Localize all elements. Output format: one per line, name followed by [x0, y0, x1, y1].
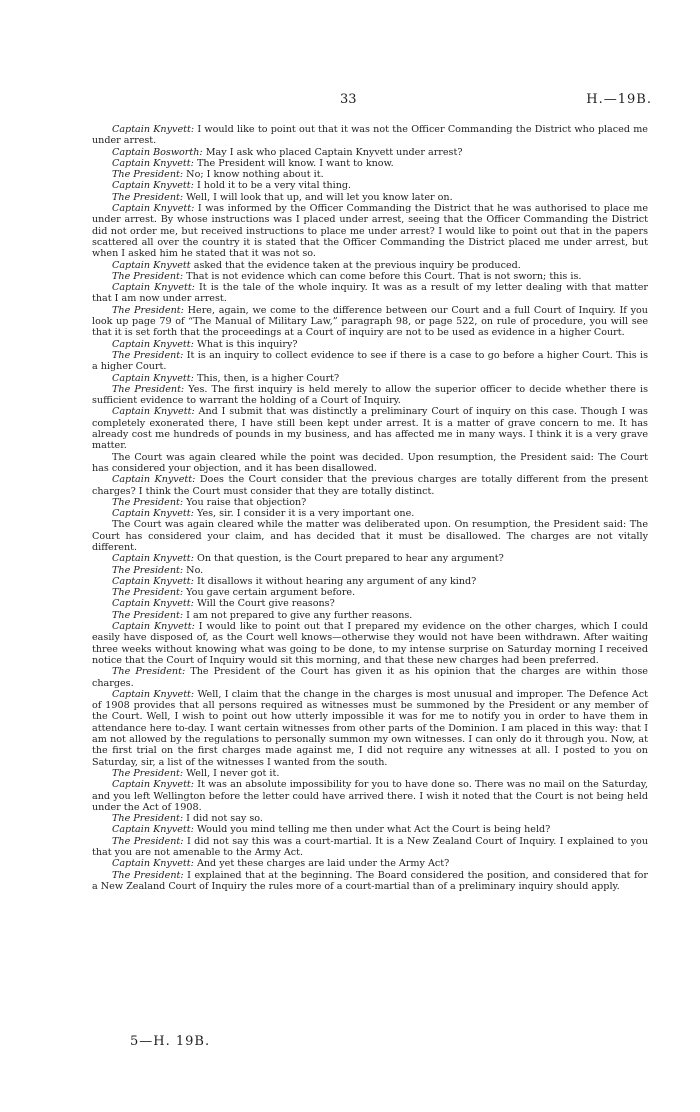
paragraph-text: Here, again, we come to the difference between our Court and a full Court of Inquiry. If you look up page 79 of “The Manual of Military Law,” paragraph 98, or page 522, on rule of procedure, you will see that it is set forth that the proceedings at a Court of inquiry are not to be used as evidence in a higher Court. — [92, 304, 648, 339]
speaker-name: The President: — [112, 609, 184, 621]
paragraph-text: It was an absolute impossibility for you to have done so. There was no mail on the Saturday, and you left Wellington before the letter could have arrived there. I wish it noted that the Court is not being held under the Act of 1908. — [92, 779, 648, 813]
speaker-name: The President: — [112, 383, 185, 395]
paragraph-text: May I ask who placed Captain Knyvett under arrest? — [205, 146, 463, 158]
speaker-name: Captain Knyvett: — [112, 157, 194, 169]
transcript-paragraph — [92, 474, 648, 497]
speaker-name: Captain Knyvett: — [112, 372, 194, 384]
speaker-name: The President: — [112, 587, 184, 599]
speaker-name: Captain Knyvett: — [112, 338, 194, 350]
transcript-paragraph — [92, 508, 648, 519]
transcript-paragraph — [92, 124, 648, 147]
transcript-paragraph — [92, 587, 648, 598]
transcript-paragraph — [92, 339, 648, 350]
paragraph-text: And yet these charges are laid under the Army Act? — [196, 858, 450, 870]
speaker-name: Captain Knyvett: — [112, 282, 195, 294]
paragraph-text: It is the tale of the whole inquiry. It was as a result of my letter dealing with that matter that I am now under arrest. — [92, 282, 648, 305]
paragraph-text: Well, I never got it. — [186, 767, 280, 779]
transcript-paragraph — [92, 147, 648, 158]
transcript-paragraph — [92, 858, 648, 869]
paragraph-text: I explained that at the beginning. The Board considered the position, and considered that for a New Zealand Court of Inquiry the rules more of a court-martial than of a preliminary inquiry should apply. — [92, 869, 648, 892]
transcript-paragraph — [92, 384, 648, 407]
transcript-paragraph — [92, 666, 648, 689]
transcript-paragraph — [92, 610, 648, 621]
speaker-name: The President: — [112, 349, 184, 361]
paragraph-text: Will the Court give reasons? — [196, 598, 335, 610]
paragraph-text: That is not evidence which can come before this Court. That is not sworn; this is. — [186, 270, 582, 282]
paragraph-text: And I submit that was distinctly a preliminary Court of inquiry on this case. Though I was completely exonerated there, I have still been kept under arrest. It is a matter of grave concern to me. It has already cost me hundreds of pounds in my business, and has affected me in many ways. I think it is a very grave matter. — [92, 406, 648, 452]
transcript-paragraph — [92, 565, 648, 576]
transcript-paragraph — [92, 373, 648, 384]
paragraph-text: Well, I claim that the change in the charges is most unusual and improper. The Defence Act of 1908 provides that all persons required as witnesses must be summoned by the President or any member of the Court. Well, I wish to point out how utterly impossible it was for me to notify you in order to have them in attendance here to-day. I want certain witnesses from other parts of the Dominion. I am placed in this way: that I am not allowed by the regulations to personally summon my own witnesses. I can only do it through you. Now, at the first trial on the first charges made against me, I did not require any witnesses at all. I posted to you on Saturday, sir, a list of the witnesses I wanted from the south. — [92, 688, 648, 768]
transcript-paragraph — [92, 779, 648, 813]
transcript-paragraph — [92, 180, 648, 191]
transcript-paragraph — [92, 203, 648, 259]
paragraph-text: No. — [186, 564, 204, 576]
paragraph-text: The President of the Court has given it as his opinion that the charges are within those charges. — [92, 666, 648, 689]
transcript-paragraph — [92, 406, 648, 451]
page-number: 33 — [340, 92, 357, 107]
transcript-paragraph — [92, 497, 648, 508]
paragraph-text: You raise that objection? — [186, 496, 307, 508]
speaker-name: Captain Knyvett: — [112, 575, 194, 587]
paragraph-text: I hold it to be a very vital thing. — [196, 180, 352, 192]
paragraph-text: No; I know nothing about it. — [186, 169, 324, 181]
speaker-name: Captain Knyvett: — [112, 779, 195, 791]
speaker-name: Captain Knyvett: — [112, 621, 195, 633]
speaker-name: Captain Knyvett: — [112, 598, 194, 610]
transcript-paragraph — [92, 282, 648, 305]
paragraph-text: Yes, sir. I consider it is a very important one. — [196, 508, 415, 520]
speaker-name: Captain Knyvett: — [112, 124, 195, 135]
paragraph-text: I did not say so. — [186, 813, 263, 825]
speaker-name: Captain Knyvett: — [112, 553, 194, 565]
speaker-name: Captain Knyvett — [112, 259, 191, 271]
transcript-paragraph — [92, 260, 648, 271]
paragraph-text: What is this inquiry? — [196, 338, 298, 350]
paragraph-text: Does the Court consider that the previous charges are totally different from the present charges? I think the Court must consider that they are totally distinct. — [92, 474, 648, 497]
transcript-paragraph — [92, 768, 648, 779]
transcript-paragraph — [92, 621, 648, 666]
transcript-paragraph — [92, 553, 648, 564]
transcript-paragraph — [92, 824, 648, 835]
speaker-name: The President: — [112, 304, 184, 316]
transcript-paragraph — [92, 598, 648, 609]
transcript-paragraph — [92, 519, 648, 553]
speaker-name: The President: — [112, 169, 184, 181]
transcript-paragraph — [92, 689, 648, 768]
sheet-mark: 5—H. 19B. — [130, 1034, 211, 1049]
transcript-paragraph — [92, 350, 648, 373]
transcript-paragraph — [92, 576, 648, 587]
transcript-paragraph — [92, 169, 648, 180]
paragraph-text: I am not prepared to give any further reasons. — [186, 609, 413, 621]
transcript-body — [92, 124, 648, 892]
paragraph-text: I was informed by the Officer Commanding the District that he was authorised to place me under arrest. By whose instructions was I placed under arrest, seeing that the Officer Commanding the District did not order me, but received instructions to place me under arrest? I would like to point out that in the papers scattered all over the country it is stated that the Officer Commanding the District placed me under arrest, but when I asked him he stated that it was not so. — [92, 203, 648, 260]
transcript-paragraph — [92, 158, 648, 169]
paragraph-text: This, then, is a higher Court? — [196, 372, 340, 384]
speaker-name: The President: — [112, 767, 184, 779]
speaker-name: The President: — [112, 496, 184, 508]
paragraph-text: The Court was again cleared while the point was decided. Upon resumption, the President said: The Court has considered your objection, and it has been disallowed. — [92, 451, 648, 474]
speaker-name: Captain Knyvett: — [112, 688, 195, 700]
paragraph-text: You gave certain argument before. — [186, 587, 356, 599]
paragraph-text: On that question, is the Court prepared to hear any argument? — [196, 553, 504, 565]
paragraph-text: It is an inquiry to collect evidence to see if there is a case to go before a higher Court. This is a higher Court. — [92, 349, 648, 373]
transcript-paragraph — [92, 192, 648, 203]
transcript-paragraph — [92, 271, 648, 282]
speaker-name: Captain Knyvett: — [112, 474, 196, 486]
paragraph-text: It disallows it without hearing any argument of any kind? — [196, 575, 477, 587]
transcript-paragraph — [92, 813, 648, 824]
speaker-name: Captain Bosworth: — [112, 146, 203, 158]
speaker-name: Captain Knyvett: — [112, 858, 194, 870]
speaker-name: Captain Knyvett: — [112, 824, 194, 836]
paragraph-text: The President will know. I want to know. — [196, 157, 394, 169]
paragraph-text: Yes. The first inquiry is held merely to allow the superior officer to decide whether there is sufficient evidence to warrant the holding of a Court of Inquiry. — [92, 383, 648, 407]
speaker-name: The President: — [112, 666, 186, 678]
document-reference: H.—19B. — [586, 92, 652, 107]
speaker-name: The President: — [112, 191, 184, 203]
transcript-paragraph — [92, 870, 648, 893]
speaker-name: Captain Knyvett: — [112, 180, 194, 192]
speaker-name: Captain Knyvett: — [112, 406, 195, 418]
paragraph-text: The Court was again cleared while the matter was deliberated upon. On resumption, the President said: The Court has considered your claim, and has decided that it must be disallowed. The charges are not vitally different. — [92, 519, 648, 553]
paragraph-text: I would like to point out that I prepared my evidence on the other charges, which I could easily have disposed of, as the Court well knows—otherwise they would not have been withdrawn. After waiting three weeks without knowing what was going to be done, to my intense surprise on Saturday morning I received notice that the Court of Inquiry would sit this morning, and that these new charges had been preferred. — [92, 621, 648, 666]
transcript-paragraph — [92, 836, 648, 859]
speaker-name: The President: — [112, 564, 184, 576]
paragraph-text: I would like to point out that it was not the Officer Commanding the District who placed me under arrest. — [92, 124, 648, 147]
speaker-name: Captain Knyvett: — [112, 203, 195, 215]
transcript-paragraph — [92, 452, 648, 475]
page-header — [0, 92, 700, 112]
paragraph-text: Well, I will look that up, and will let you know later on. — [186, 191, 453, 203]
speaker-name: The President: — [112, 835, 184, 847]
speaker-name: The President: — [112, 813, 184, 825]
speaker-name: Captain Knyvett: — [112, 508, 194, 520]
transcript-paragraph — [92, 305, 648, 339]
paragraph-text: I did not say this was a court-martial. It is a New Zealand Court of Inquiry. I explained to you that you are not amenable to the Army Act. — [92, 835, 648, 858]
speaker-name: The President: — [112, 869, 184, 881]
paragraph-text: Would you mind telling me then under what Act the Court is being held? — [196, 824, 551, 836]
speaker-name: The President: — [112, 270, 184, 282]
paragraph-text: asked that the evidence taken at the previous inquiry be produced. — [193, 259, 521, 271]
